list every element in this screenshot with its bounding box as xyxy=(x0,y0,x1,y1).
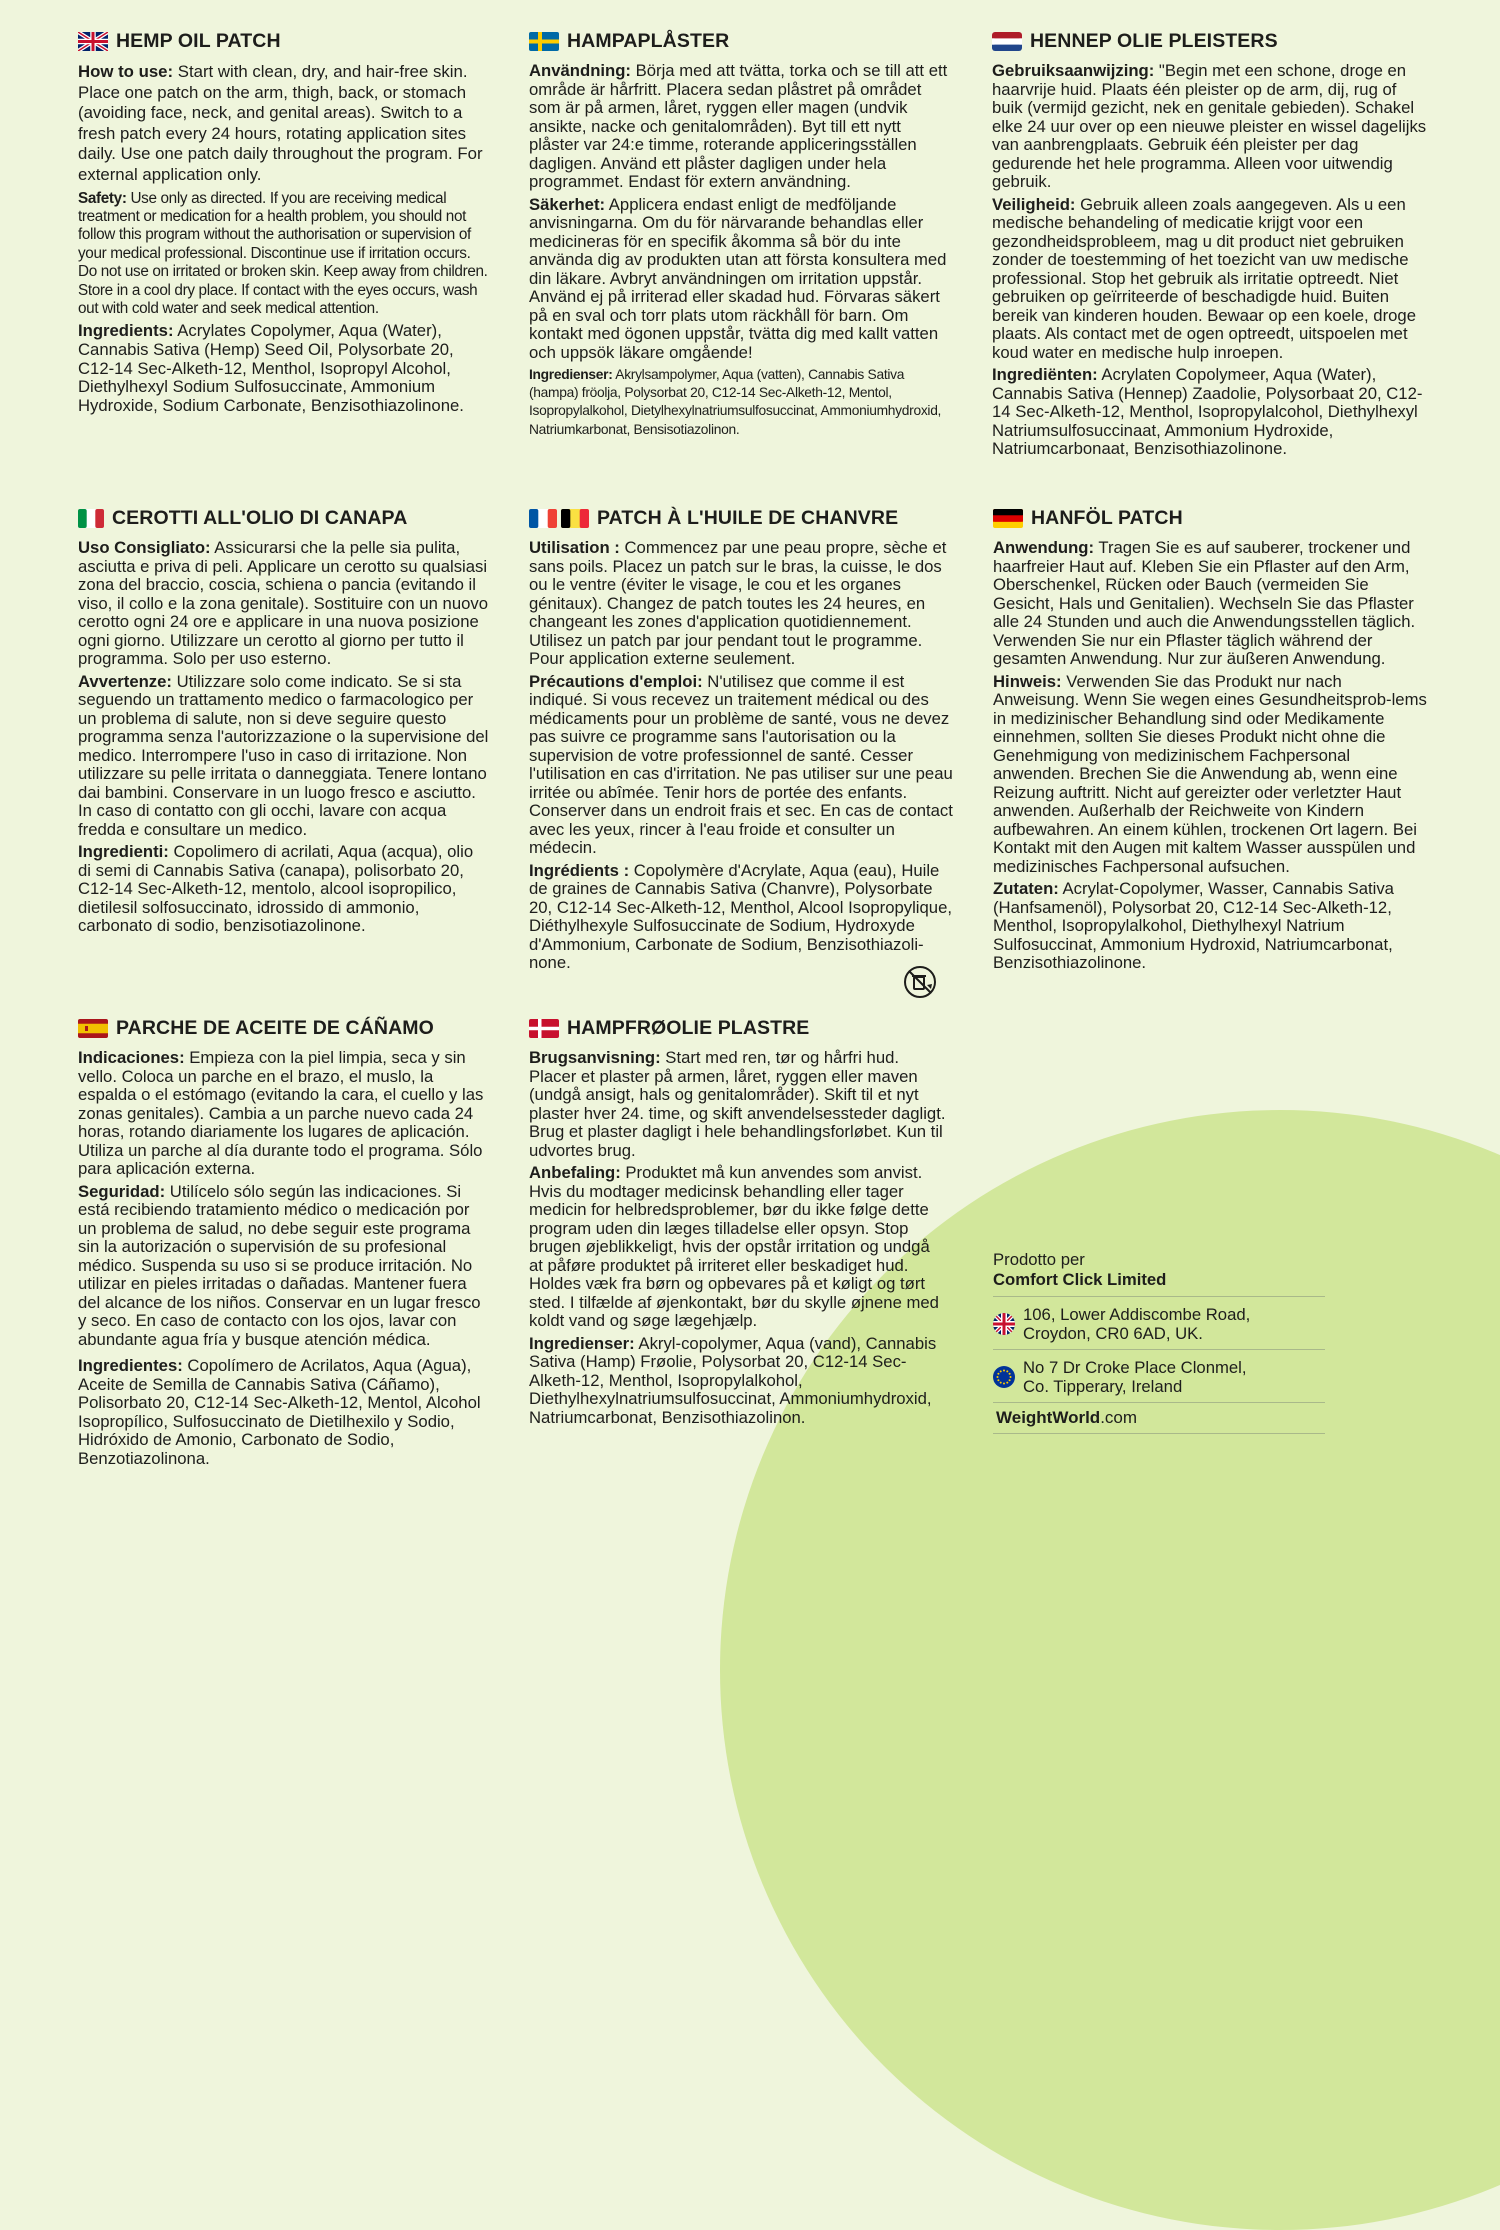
safety-paragraph: Avvertenze: Utilizzare solo come indicato. Se si sta seguendo un trattamento medico o farmacologico per un problema di salute, non si deve seguire questo programma senza l'autorizzazione o la supervisione del medico. Interrompere l'uso in caso di irritazione. Non utilizzare su pelle irritata o danneggiata. Tenere lontano dai bambini. Conservare in un luogo fresco e asciutto. In caso di contatto con gli occhi, lavare con acqua fredda e consultare un medico. xyxy=(78,671,489,839)
company-name: Comfort Click Limited xyxy=(993,1270,1167,1289)
recycling-bin-icon xyxy=(903,965,937,999)
usage-paragraph: Anwendung: Tragen Sie es auf sauberer, trockener und haarfreier Haut auf. Kleben Sie ein Pflaster auf den Arm, Oberschenkel, Rücken oder Bauch (vermeiden Sie Gesicht, Hals und Genitalien). Wechseln Sie das Pflaster alle 24 Stunden und auch die Anwendungsstellen täglich. Verwenden Sie nur ein Pflaster täglich während der gesamten Anwendung. Nur zur äußeren Anwendung. xyxy=(993,538,1416,668)
section-title: HEMP OIL PATCH xyxy=(78,30,488,53)
usage-paragraph: Användning: Börja med att tvätta, torka och se till att ett område är hårfritt. Placera sedan plåstret på området som är på armen, låret, ryggen eller magen (undvik ansikte, nacke och genitalområden). Byt till ett nytt plåster var 24:e timme, roterande appliceringsställen dagligen. Använd ett plåster dagligen under hela programmet. Endast för extern användning. xyxy=(529,61,948,191)
safety-paragraph: Safety: Use only as directed. If you are receiving medical treatment or medication for a health problem, you should not follow this program without the authorisation or supervision of your medical professional. Discontinue use if irritation occurs. Do not use on irritated or broken skin. Keep away from children. Store in a cool dry place. If contact with the eyes occurs, wash out with cold water and seek medical attention. xyxy=(78,189,488,317)
ingredients-paragraph: Zutaten: Acrylat-Copolymer, Wasser, Cannabis Sativa (Hanfsamenöl), Polysorbat 20, C12-14 Sec-Alketh-12, Menthol, Isopropylalkohol, Diethylhexyl Natrium Sulfosuccinat, Ammonium Hydroxid, Natriumcarbonat, Benzisothiazolinone. xyxy=(993,879,1394,972)
eu-flag-icon xyxy=(993,1366,1015,1388)
made-by-label: Prodotto per xyxy=(993,1250,1085,1269)
ingredients-paragraph: Ingredientes: Copolímero de Acrilatos, Aqua (Agua), Aceite de Semilla de Cannabis Sativa (Cáñamo), Polisorbato 20, C12-14 Sec-Alketh-12, Mentol, Alcohol Isopropílico, Sulfosuccinato de Dietilhexilo y Sodio, Hidróxido de Amonio, Carbonato de Sodio, Benzotiazolinona. xyxy=(78,1356,481,1468)
section-title: PATCH À L'HUILE DE CHANVRE xyxy=(529,507,955,530)
germany-flag-icon xyxy=(993,509,1023,528)
section-danish xyxy=(529,1017,947,1431)
ingredients-paragraph: Ingredienti: Copolimero di acrilati, Aqua (acqua), olio di semi di Cannabis Sativa (canapa), polisorbato 20, C12-14 Sec-Alketh-12, mentolo, alcool isopropilico, dietilesil solfosuccinato, idrossido di ammonio, carbonato di sodio, benzisotiazolinone. xyxy=(78,842,474,935)
safety-paragraph: Anbefaling: Produktet må kun anvendes som anvist. Hvis du modtager medicinsk behandling eller tager medicin for helbredsproblemer, bør du ikke følge dette program uden din læges tilladelse eller opsyn. Stop brugen øjeblikkeligt, hvis der opstår irritation og undgå at påføre produktet på irriteret eller beskadiget hud. Holdes væk fra børn og opbevares på et køligt og tørt sted. I tilfælde af øjenkontakt, bør du skylle øjnene med koldt vand og søge lægehjælp. xyxy=(529,1163,939,1330)
usage-paragraph: Brugsanvisning: Start med ren, tør og hårfri hud. Placer et plaster på armen, låret, ryggen eller maven (undgå ansigt, hals og genitalområder). Skift til et nyt plaster hver 24. time, og skift anvendelsessteder dagligt. Brug et plaster dagligt i hele behandlingsforløbet. Kun til udvortes brug. xyxy=(529,1048,946,1160)
usage-paragraph: Gebruiksaanwijzing: "Begin met een schone, droge en haarvrije huid. Plaats één pleister op de arm, dij, rug of buik (vermijd gezicht, nek en genitale gebieden). Schakel elke 24 uur over op een nieuwe pleister en wissel dagelijks van aanbrengplaats. Gebruik één pleister per dag gedurende het hele programma. Alleen voor uitwendig gebruik. xyxy=(992,61,1427,191)
section-french xyxy=(529,507,955,977)
ingredients-paragraph: Ingredienser: Akryl-copolymer, Aqua (vand), Cannabis Sativa (Hamp) Frøolie, Polysorbat 20, C12-14 Sec-Alketh-12, Menthol, Isopropylalkohol, Diethylhexylnatriumsulfosuccinat, Ammoniumhydroxid, Natriumcarbonat, Benzisothiazolinon. xyxy=(529,1333,937,1427)
safety-paragraph: Hinweis: Verwenden Sie das Produkt nur nach Anweisung. Wenn Sie wegen eines Gesundheitsprob-lems in medizinischer Behandlung sind oder Medikamente einnehmen, sollten Sie dieses Produkt nicht ohne die Genehmigung von medizinischem Fachpersonal anwenden. Brechen Sie die Anwendung ab, wenn eine Reizung auftritt. Nicht auf gereizter oder verletzter Haut anwenden. Außerhalb der Reichweite von Kindern aufbewahren. An einem kühlen, trockenen Ort lagern. Bei Kontakt mit den Augen mit kaltem Wasser ausspülen und medizinisches Fachpersonal aufsuchen. xyxy=(993,671,1427,876)
sweden-flag-icon xyxy=(529,32,559,51)
section-title: HAMPFRØOLIE PLASTRE xyxy=(529,1017,947,1040)
section-german xyxy=(993,507,1428,977)
netherlands-flag-icon xyxy=(992,32,1022,51)
divider xyxy=(993,1433,1325,1434)
safety-paragraph: Précautions d'emploi: N'utilisez que comme il est indiqué. Si vous recevez un traitement médical ou des médicaments pour un problème de santé, vous ne devez pas suivre ce programme sans l'autorisation ou la supervision de votre professionnel de santé. Cesser l'utilisation en cas d'irritation. Ne pas utiliser sur une peau irritée ou abîmée. Tenir hors de portée des enfants. Conserver dans un endroit frais et sec. En cas de contact avec les yeux, rincer à l'eau froide et consulter un médecin. xyxy=(529,671,953,857)
safety-paragraph: Säkerhet: Applicera endast enligt de medföljande anvisningarna. Om du för närvarande behandlas eller medicineras för en specifik åkomma så bör du inte använda dig av produkten utan att första konsultera med din läkare. Avbryt användningen om irritation uppstår. Använd ej på irriterad eller skadad hud. Förvaras säkert på en sval och torr plats utom räckhåll för barn. Om kontakt med ögonen uppstår, tvätta dig med kallt vatten och uppsök läkare omgående! xyxy=(529,194,947,362)
section-title: CEROTTI ALL'OLIO DI CANAPA xyxy=(78,507,490,530)
uk-flag-icon xyxy=(993,1313,1015,1335)
italy-flag-icon xyxy=(78,509,104,528)
divider xyxy=(993,1349,1325,1350)
section-english xyxy=(78,30,488,419)
divider xyxy=(993,1402,1325,1403)
section-title: PARCHE DE ACEITE DE CÁÑAMO xyxy=(78,1017,490,1040)
section-title: HAMPAPLÅSTER xyxy=(529,30,954,53)
denmark-flag-icon xyxy=(529,1019,559,1038)
usage-paragraph: How to use: Start with clean, dry, and hair-free skin. Place one patch on the arm, thigh, back, or stomach (avoiding face, neck, and genital areas). Switch to a fresh patch every 24 hours, rotating application sites daily. Use one patch daily throughout the program. For external application only. xyxy=(78,62,483,184)
uk-flag-icon xyxy=(78,32,108,51)
ingredients-paragraph: Ingrédients : Copolymère d'Acrylate, Aqua (eau), Huile de graines de Cannabis Sativa (Chanvre), Polysorbate 20, C12-14 Sec-Alketh-12, Menthol, Alcool Isopropylique, Diéthylhexyle Sulfosuccinate de Sodium, Hydroxyde d'Ammonium, Carbonate de Sodium, Benzisothiazoli-none. xyxy=(529,860,952,972)
section-italian xyxy=(78,507,490,940)
usage-paragraph: Indicaciones: Empieza con la piel limpia, seca y sin vello. Coloca un parche en el brazo, el muslo, la espalda o el estómago (evitando la cara, el cuello y las zonas genitales). Cambia a un parche nuevo cada 24 horas, rotando diariamente los lugares de aplicación. Utiliza un parche al día durante todo el programa. Sólo para aplicación externa. xyxy=(78,1048,484,1178)
ingredients-paragraph: Ingredienser: Akrylsampolymer, Aqua (vatten), Cannabis Sativa (hampa) fröolja, Polysorbat 20, C12-14 Sec-Alketh-12, Mentol, Isopropylalkohol, Dietylhexylnatriumsulfosuccinat, Ammoniumhydroxid, Natriumkarbonat, Bensisotiazolinon. xyxy=(529,367,942,437)
divider xyxy=(993,1296,1325,1297)
section-swedish xyxy=(529,30,954,443)
usage-paragraph: Uso Consigliato: Assicurarsi che la pelle sia pulita, asciutta e priva di peli. Applicare un cerotto su qualsiasi zona del braccio, coscia, schiena o pancia (evitando il viso, il collo e la zona genitale). Sostituire con un nuovo cerotto ogni 24 ore e applicare in una nuova posizione ogni giorno. Utilizzare un cerotto al giorno per tutto il programma. Solo per uso esterno. xyxy=(78,538,489,668)
usage-paragraph: Utilisation : Commencez par une peau propre, sèche et sans poils. Placez un patch sur le bras, la cuisse, le dos ou le ventre (éviter le visage, le cou et les organes génitaux). Changez de patch toutes les 24 heures, en changeant les zones d'application quotidiennement. Utilisez un patch par jour pendant tout le programme. Pour application externe seulement. xyxy=(529,538,947,668)
uk-address: 106, Lower Addiscombe Road, Croydon, CR0 6AD, UK. xyxy=(993,1305,1325,1343)
section-title: HENNEP OLIE PLEISTERS xyxy=(992,30,1428,53)
france-flag-icon xyxy=(529,509,557,528)
ingredients-paragraph: Ingredients: Acrylates Copolymer, Aqua (Water), Cannabis Sativa (Hemp) Seed Oil, Polysorbate 20, C12-14 Sec-Alketh-12, Menthol, Isopropyl Alcohol, Diethylhexyl Sodium Sulfosuccinate, Ammonium Hydroxide, Sodium Carbonate, Benzisothiazolinone. xyxy=(78,321,464,415)
producer-info xyxy=(993,1250,1325,1442)
website-link[interactable]: WeightWorld.com xyxy=(996,1408,1138,1427)
eu-address: No 7 Dr Croke Place Clonmel, Co. Tipperary, Ireland xyxy=(993,1358,1325,1396)
spain-flag-icon xyxy=(78,1019,108,1038)
safety-paragraph: Seguridad: Utilícelo sólo según las indicaciones. Si está recibiendo tratamiento médico o medicación por un problema de salud, no debe seguir este programa sin la autorización o supervisión de su profesional médico. Suspenda su uso si se produce irritación. No utilizar en pieles irritadas o dañadas. Mantener fuera del alcance de los niños. Conservar en un lugar fresco y seco. En caso de contacto con los ojos, lavar con abundante agua fría y busque atención médica. xyxy=(78,1181,481,1349)
section-title: HANFÖL PATCH xyxy=(993,507,1428,530)
section-dutch xyxy=(992,30,1428,463)
section-spanish xyxy=(78,1017,490,1472)
belgium-flag-icon xyxy=(561,509,589,528)
safety-paragraph: Veiligheid: Gebruik alleen zoals aangegeven. Als u een medische behandeling of medicatie krijgt voor een gezondheidsprobleem, mag u dit product niet gebruiken zonder de toestemming of het toezicht van uw medische professional. Stop het gebruik als irritatie optreedt. Niet gebruiken op geïrriteerde of beschadigde huid. Buiten bereik van kinderen houden. Bewaar op een koele, droge plaats. Als contact met de ogen optreedt, uitspoelen met koud water en medische hulp inroepen. xyxy=(992,194,1416,362)
ingredients-paragraph: Ingrediënten: Acrylaten Copolymeer, Aqua (Water), Cannabis Sativa (Hennep) Zaadolie, Polysorbaat 20, C12-14 Sec-Alketh-12, Menthol, Isopropylalcohol, Diethylhexyl Natriumsulfosuccinaat, Ammonium Hydroxide, Natriumcarbonaat, Benzisothiazolinone. xyxy=(992,365,1423,458)
